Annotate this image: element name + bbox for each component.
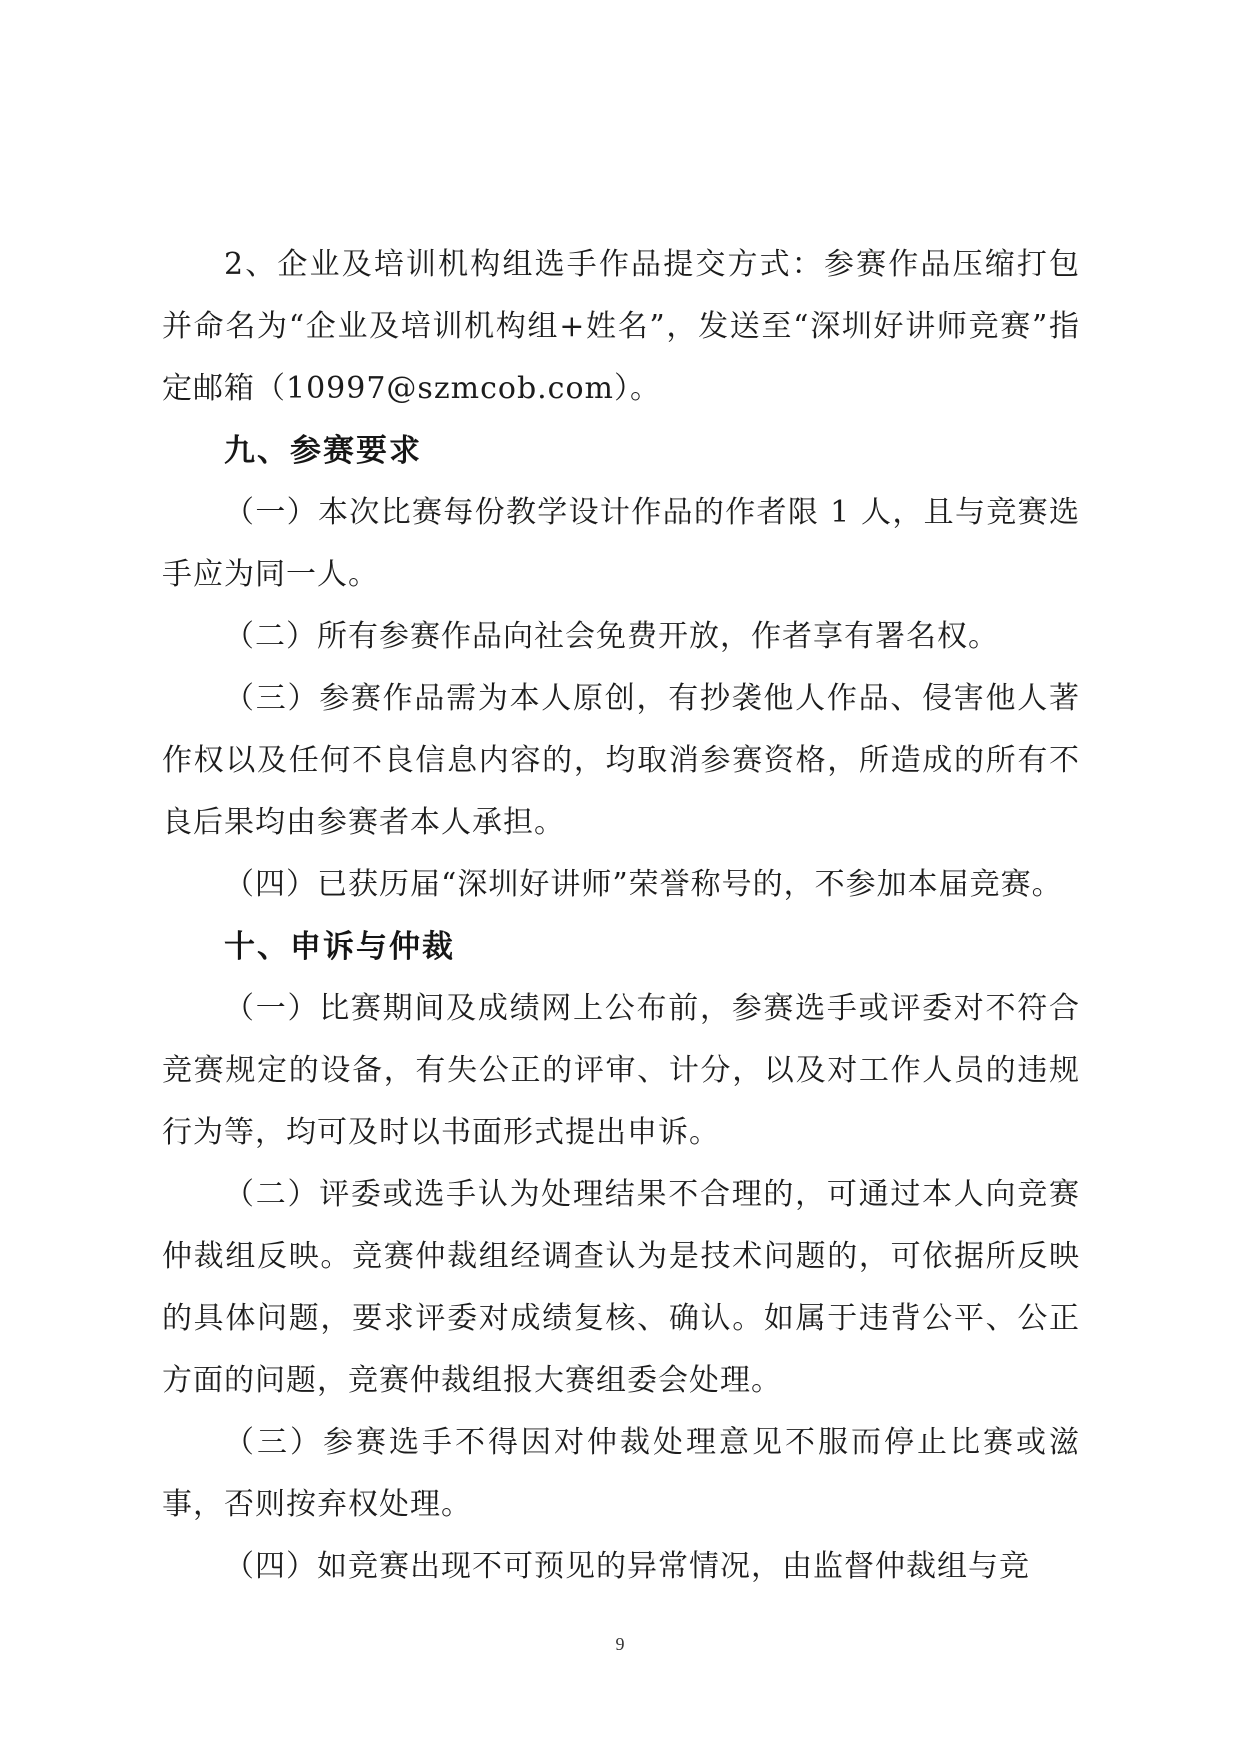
document-body <box>162 234 1080 1598</box>
paragraph-appeal-1: （一）比赛期间及成绩网上公布前，参赛选手或评委对不符合竞赛规定的设备，有失公正的评审、计分，以及对工作人员的违规行为等，均可及时以书面形式提出申诉。 <box>162 991 1080 1150</box>
paragraph-requirement-4: （四）已获历届“深圳好讲师”荣誉称号的，不参加本届竞赛。 <box>224 867 1063 902</box>
page-number: 9 <box>615 1634 625 1654</box>
section-heading-requirements: 九、参赛要求 <box>224 433 422 469</box>
paragraph-appeal-4: （四）如竞赛出现不可预见的异常情况，由监督仲裁组与竞 <box>224 1549 1030 1584</box>
section-heading-appeal: 十、申诉与仲裁 <box>224 929 455 965</box>
paragraph-requirement-1: （一）本次比赛每份教学设计作品的作者限 1 人，且与竞赛选手应为同一人。 <box>162 495 1080 592</box>
paragraph-submission-method: 2、企业及培训机构组选手作品提交方式：参赛作品压缩打包并命名为“企业及培训机构组+姓名”，发送至“深圳好讲师竞赛”指定邮箱（10997@szmcob.com）。 <box>162 247 1080 406</box>
paragraph-requirement-2: （二）所有参赛作品向社会免费开放，作者享有署名权。 <box>224 619 999 654</box>
paragraph-appeal-3: （三）参赛选手不得因对仲裁处理意见不服而停止比赛或滋事，否则按弃权处理。 <box>162 1425 1080 1522</box>
paragraph-appeal-2: （二）评委或选手认为处理结果不合理的，可通过本人向竞赛仲裁组反映。竞赛仲裁组经调查认为是技术问题的，可依据所反映的具体问题，要求评委对成绩复核、确认。如属于违背公平、公正方面的问题，竞赛仲裁组报大赛组委会处理。 <box>162 1177 1080 1398</box>
paragraph-requirement-3: （三）参赛作品需为本人原创，有抄袭他人作品、侵害他人著作权以及任何不良信息内容的，均取消参赛资格，所造成的所有不良后果均由参赛者本人承担。 <box>162 681 1080 840</box>
